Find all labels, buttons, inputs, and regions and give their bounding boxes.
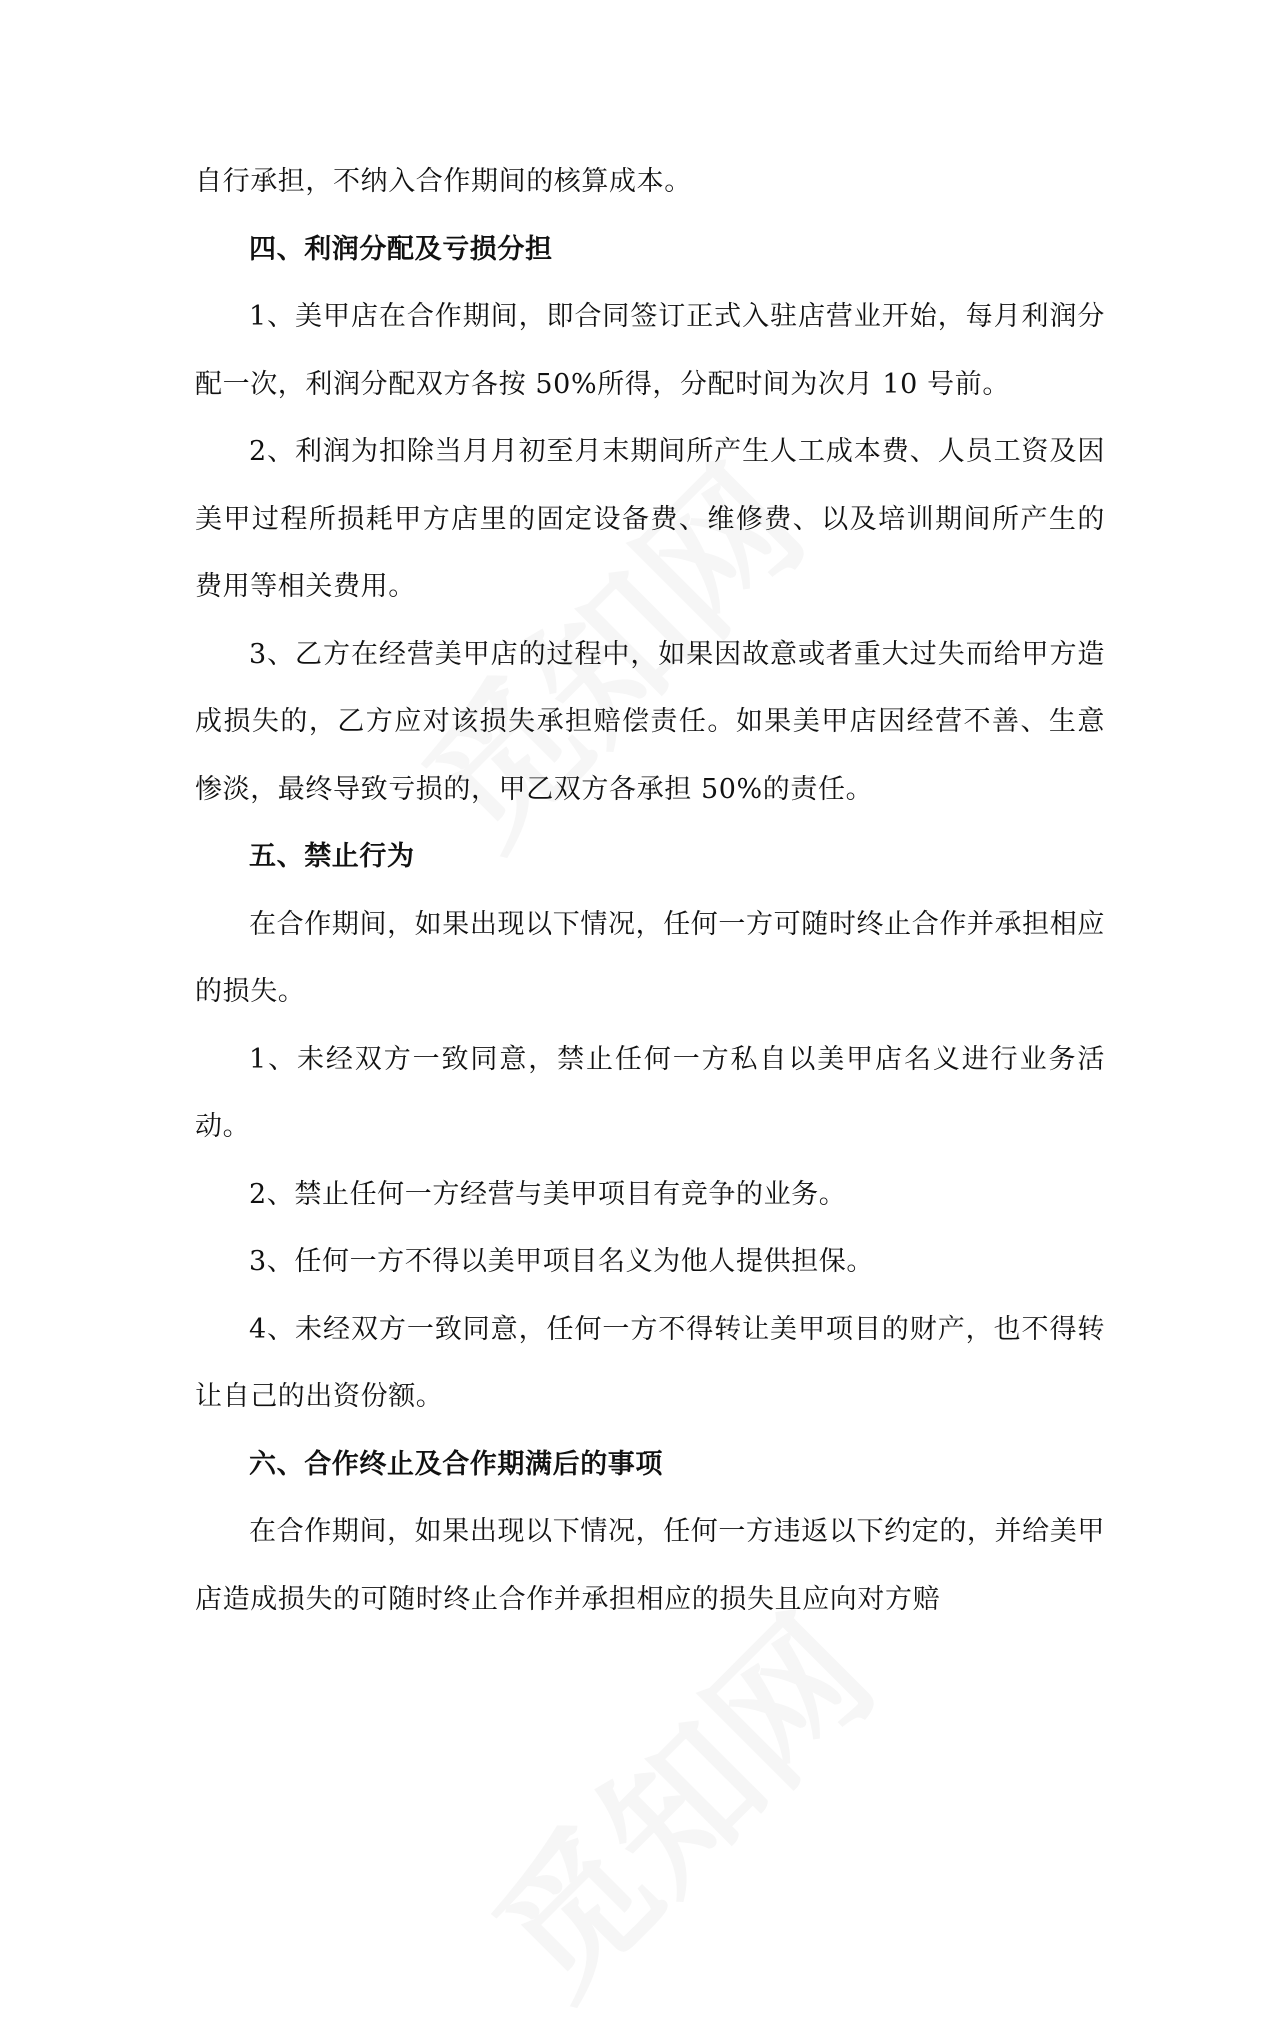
paragraph: 在合作期间，如果出现以下情况，任何一方可随时终止合作并承担相应的损失。	[195, 908, 1105, 1007]
watermark	[440, 1563, 911, 2033]
paragraph: 4、未经双方一致同意，任何一方不得转让美甲项目的财产，也不得转让自己的出资份额。	[195, 1313, 1105, 1412]
section-heading-profit: 四、利润分配及亏损分担	[249, 233, 553, 265]
paragraph-continuation: 自行承担，不纳入合作期间的核算成本。	[195, 166, 692, 197]
paragraph: 1、未经双方一致同意，禁止任何一方私自以美甲店名义进行业务活动。	[195, 1043, 1105, 1142]
paragraph: 2、禁止任何一方经营与美甲项目有竞争的业务。	[249, 1178, 847, 1210]
paragraph: 3、任何一方不得以美甲项目名义为他人提供担保。	[249, 1246, 874, 1277]
section-heading-prohibited: 五、禁止行为	[249, 841, 415, 872]
document-body	[195, 148, 1105, 1633]
paragraph: 1、美甲店在合作期间，即合同签订正式入驻店营业开始，每月利润分配一次，利润分配双方各按 50%所得，分配时间为次月 10 号前。	[195, 301, 1105, 400]
paragraph: 3、乙方在经营美甲店的过程中，如果因故意或者重大过失而给甲方造成损失的，乙方应对该损失承担赔偿责任。如果美甲店因经营不善、生意惨淡，最终导致亏损的，甲乙双方各承担 50%的责任。	[195, 638, 1105, 805]
paragraph: 2、利润为扣除当月月初至月末期间所产生人工成本费、人员工资及因美甲过程所损耗甲方店里的固定设备费、维修费、以及培训期间所产生的费用等相关费用。	[195, 436, 1105, 602]
paragraph: 在合作期间，如果出现以下情况，任何一方违返以下约定的，并给美甲店造成损失的可随时终止合作并承担相应的损失且应向对方赔	[195, 1516, 1105, 1615]
section-heading-termination: 六、合作终止及合作期满后的事项	[249, 1448, 663, 1480]
